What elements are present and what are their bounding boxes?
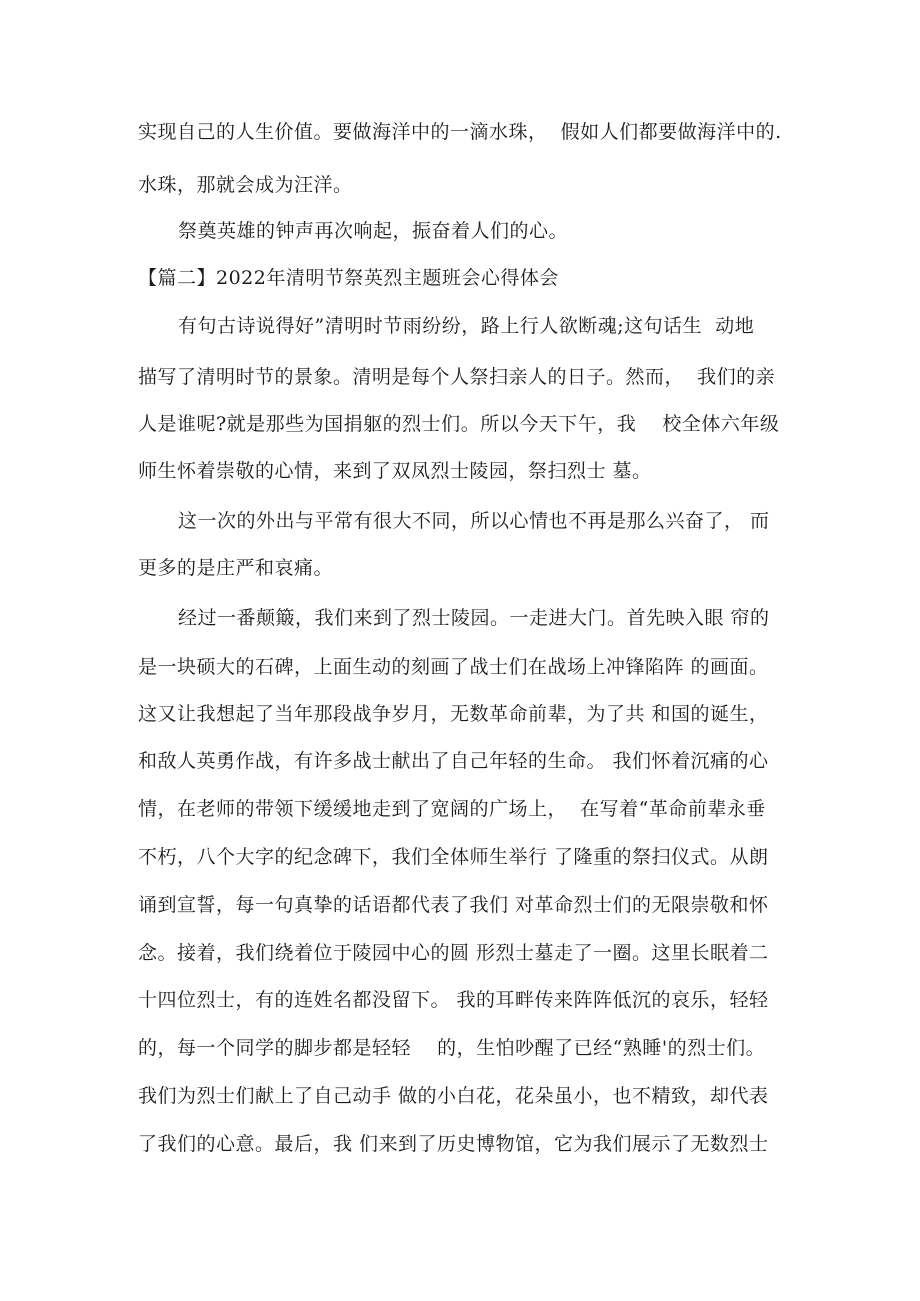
text-line: 的，每一个同学的脚步都是轻轻 的，生怕吵醒了已经“熟睡'的烈士们。 [138,1037,766,1059]
section-heading: 【篇二】2022年清明节祭英烈主题班会心得体会 [138,267,559,289]
text-line: 和敌人英勇作战，有许多战士献出了自己年轻的生命。 我们怀着沉痛的心 [138,750,769,772]
text-line: 情，在老师的带领下缓缓地走到了宽阔的广场上， 在写着“革命前辈永垂 [138,798,766,820]
text-line: 有句古诗说得好”清明时节雨纷纷，路上行人欲断魂;这句话生 动地 [178,315,755,337]
text-line: 人是谁呢?就是那些为国捐躯的烈士们。所以今天下午，我 校全体六年级 [138,413,780,435]
text-line: 这一次的外出与平常有很大不同，所以心情也不再是那么兴奋了， 而 [178,510,770,532]
text-line: 是一块硕大的石碑，上面生动的刻画了战士们在战场上冲锋陷阵 的画面。 [138,656,769,678]
text-line: 水珠，那就会成为汪洋。 [138,174,353,196]
text-line: 更多的是庄严和哀痛。 [138,557,334,579]
text-line: 念。接着，我们绕着位于陵园中心的圆 形烈士墓走了一圈。这里长眠着二 [138,942,769,964]
text-line: 师生怀着崇敬的心情，来到了双凤烈士陵园，祭扫烈士 墓。 [138,460,652,482]
text-line: 描写了清明时节的景象。清明是每个人祭扫亲人的日子。然而， 我们的亲 [138,366,776,388]
text-line: 十四位烈士，有的连姓名都没留下。 我的耳畔传来阵阵低沉的哀乐，轻轻 [138,989,769,1011]
text-line: 实现自己的人生价值。要做海洋中的一滴水珠， 假如人们都要做海洋中的. [138,121,782,143]
text-line: 诵到宣誓，每一句真挚的话语都代表了我们 对革命烈士们的无限崇敬和怀 [138,894,769,916]
text-line: 了我们的心意。最后，我 们来到了历史博物馆，它为我们展示了无数烈士 [138,1133,769,1155]
text-line: 这又让我想起了当年那段战争岁月，无数革命前辈，为了共 和国的诞生， [138,703,769,725]
text-line: 经过一番颠簸，我们来到了烈士陵园。一走进大门。首先映入眼 帘的 [178,607,770,629]
text-line: 不朽，八个大字的纪念碑下，我们全体师生举行 了隆重的祭扫仪式。从朗 [138,846,769,868]
text-line: 我们为烈士们献上了自己动手 做的小白花，花朵虽小，也不精致，却代表 [138,1085,769,1107]
text-line: 祭奠英雄的钟声再次响起，振奋着人们的心。 [178,220,569,242]
